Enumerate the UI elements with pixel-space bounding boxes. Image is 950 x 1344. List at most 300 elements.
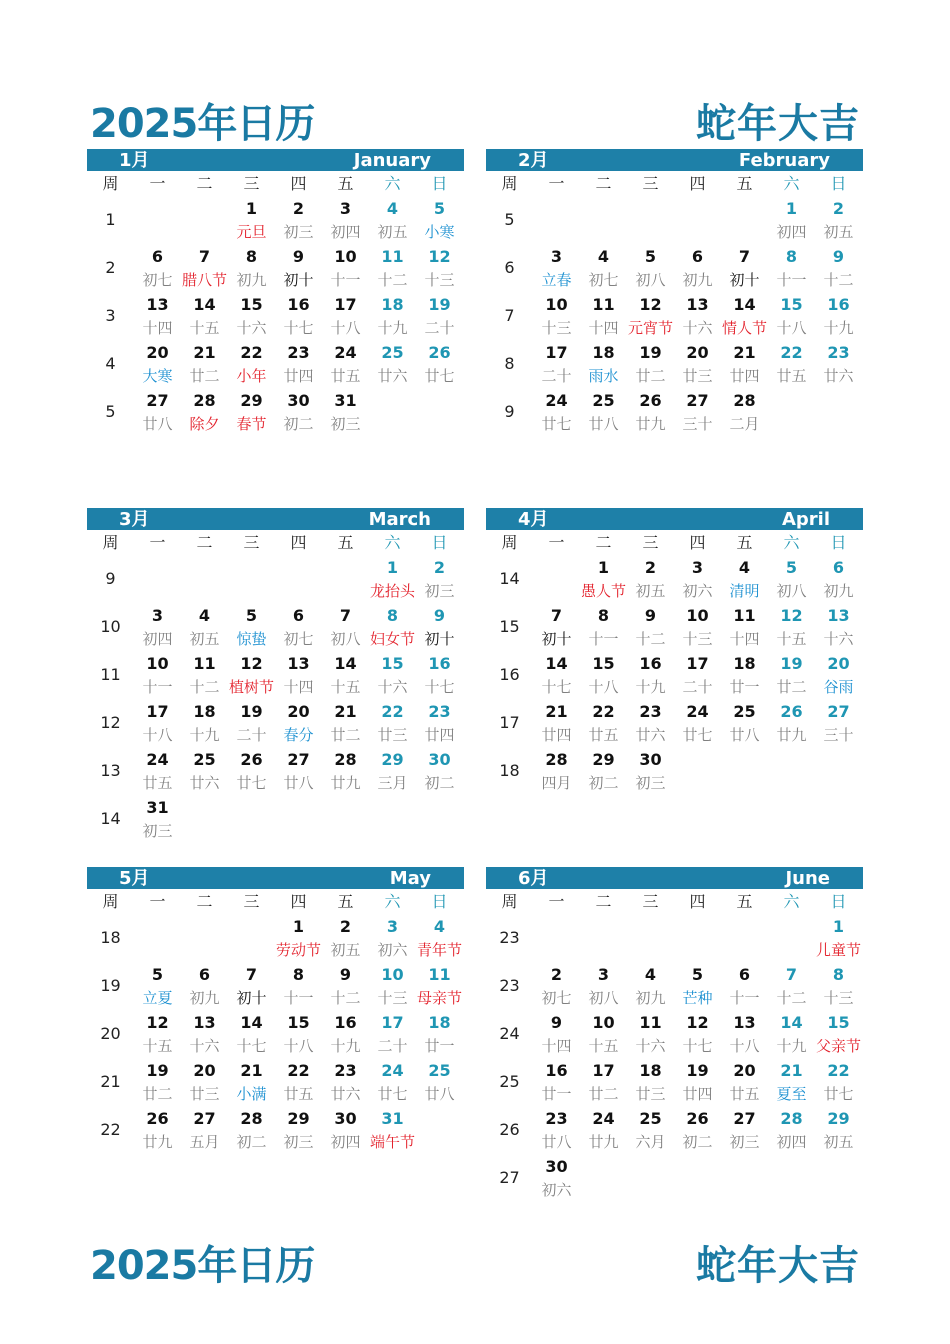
day-cell <box>228 1107 275 1155</box>
week-row <box>87 604 464 652</box>
week-number: 2 <box>105 258 116 277</box>
day-cell <box>275 389 322 437</box>
week-row <box>486 556 863 604</box>
lunar-label: 廿五 <box>283 1085 314 1103</box>
day-cell <box>768 700 815 748</box>
day-cell <box>768 556 815 604</box>
day-cell <box>322 245 369 293</box>
day-cell <box>134 1107 181 1155</box>
day-cell <box>416 1011 463 1059</box>
day-cell <box>134 389 181 437</box>
day-cell <box>322 1107 369 1155</box>
day-number: 28 <box>780 1109 803 1128</box>
day-cell <box>416 748 463 796</box>
day-number: 27 <box>146 391 169 410</box>
day-number: 13 <box>146 295 169 314</box>
day-cell <box>721 604 768 652</box>
day-cell <box>815 604 862 652</box>
day-number: 11 <box>193 654 216 673</box>
day-number: 4 <box>386 199 399 218</box>
day-cell <box>134 748 181 796</box>
day-cell <box>674 652 721 700</box>
day-number: 5 <box>433 199 446 218</box>
weekday-label: 六 <box>384 533 401 552</box>
weeks-grid <box>87 197 464 437</box>
day-cell <box>580 700 627 748</box>
month-name-en: May <box>389 868 431 889</box>
lunar-label: 十五 <box>330 678 361 696</box>
day-number: 12 <box>146 1013 169 1032</box>
lunar-label: 惊蛰 <box>236 630 267 648</box>
empty-day-cell <box>721 915 768 963</box>
day-cell <box>674 963 721 1011</box>
day-number: 1 <box>785 199 798 218</box>
week-row <box>87 796 464 844</box>
day-number: 26 <box>780 702 803 721</box>
lunar-label: 廿一 <box>424 1037 455 1055</box>
day-cell <box>369 915 416 963</box>
lunar-label: 廿八 <box>142 415 173 433</box>
empty-day-cell <box>416 389 463 437</box>
empty-day-cell <box>768 915 815 963</box>
day-number: 10 <box>146 654 169 673</box>
day-cell <box>322 197 369 245</box>
empty-day-cell <box>721 197 768 245</box>
day-number: 8 <box>597 606 610 625</box>
day-cell <box>533 293 580 341</box>
empty-day-cell <box>533 556 580 604</box>
day-number: 21 <box>545 702 568 721</box>
day-cell <box>134 604 181 652</box>
lunar-label: 立夏 <box>142 989 173 1007</box>
lunar-label: 初七 <box>588 271 619 289</box>
lunar-label: 廿九 <box>776 726 807 744</box>
day-number: 25 <box>592 391 615 410</box>
day-number: 14 <box>545 654 568 673</box>
day-number: 1 <box>597 558 610 577</box>
day-number: 12 <box>639 295 662 314</box>
week-row <box>486 293 863 341</box>
lunar-label: 十二 <box>330 989 361 1007</box>
lunar-label: 十九 <box>189 726 220 744</box>
lunar-label: 初四 <box>776 223 807 241</box>
lunar-label: 廿二 <box>330 726 361 744</box>
weekday-label: 五 <box>736 533 753 552</box>
week-number: 14 <box>100 809 121 828</box>
lunar-label: 初十 <box>729 271 760 289</box>
lunar-label: 芒种 <box>682 989 713 1007</box>
day-cell <box>768 652 815 700</box>
lunar-label: 小寒 <box>424 223 455 241</box>
lunar-label: 十七 <box>236 1037 267 1055</box>
lunar-label: 廿八 <box>541 1133 572 1151</box>
weekday-label: 四 <box>689 892 706 911</box>
day-cell <box>533 1107 580 1155</box>
day-cell <box>721 963 768 1011</box>
day-number: 14 <box>240 1013 263 1032</box>
week-row <box>486 1107 863 1155</box>
weekday-label: 六 <box>783 533 800 552</box>
weekday-label: 一 <box>149 533 166 552</box>
lunar-label: 春节 <box>236 415 267 433</box>
weekday-header <box>87 889 464 915</box>
day-cell <box>533 700 580 748</box>
day-cell <box>580 748 627 796</box>
lunar-label: 十六 <box>682 319 713 337</box>
lunar-label: 青年节 <box>416 941 462 959</box>
lunar-label: 廿九 <box>635 415 666 433</box>
day-number: 14 <box>733 295 756 314</box>
page-motto: 蛇年大吉 <box>696 101 860 147</box>
day-number: 16 <box>827 295 850 314</box>
weekday-label: 六 <box>783 174 800 193</box>
day-cell <box>627 245 674 293</box>
month-name-en: January <box>353 150 431 171</box>
weekday-label: 四 <box>689 533 706 552</box>
empty-day-cell <box>369 389 416 437</box>
day-number: 30 <box>639 750 662 769</box>
day-number: 17 <box>545 343 568 362</box>
day-cell <box>815 963 862 1011</box>
lunar-label: 十五 <box>189 319 220 337</box>
lunar-label: 廿七 <box>424 367 455 385</box>
lunar-label: 十九 <box>635 678 666 696</box>
day-number: 21 <box>780 1061 803 1080</box>
lunar-label: 十四 <box>142 319 173 337</box>
day-cell <box>416 293 463 341</box>
day-cell <box>228 652 275 700</box>
day-cell <box>674 1107 721 1155</box>
lunar-label: 初九 <box>823 582 854 600</box>
lunar-label: 十二 <box>189 678 220 696</box>
week-row <box>486 197 863 245</box>
lunar-label: 除夕 <box>189 415 220 433</box>
month-header <box>87 867 464 889</box>
day-number: 15 <box>780 295 803 314</box>
day-number: 13 <box>686 295 709 314</box>
day-cell <box>580 1107 627 1155</box>
week-row <box>486 1155 863 1203</box>
lunar-label: 初六 <box>541 1181 572 1199</box>
week-number: 25 <box>499 1072 520 1091</box>
week-number: 15 <box>499 617 520 636</box>
lunar-label: 初六 <box>682 582 713 600</box>
weeks-grid <box>486 197 863 437</box>
day-cell <box>181 245 228 293</box>
week-row <box>486 389 863 437</box>
day-cell <box>228 245 275 293</box>
weekday-label: 日 <box>830 174 847 193</box>
day-number: 23 <box>428 702 451 721</box>
lunar-label: 十四 <box>283 678 314 696</box>
day-cell <box>627 700 674 748</box>
day-number: 21 <box>334 702 357 721</box>
day-cell <box>815 1011 862 1059</box>
week-number: 27 <box>499 1168 520 1187</box>
weekday-week-label: 周 <box>501 174 518 193</box>
day-number: 30 <box>545 1157 568 1176</box>
day-number: 21 <box>733 343 756 362</box>
day-cell <box>416 963 463 1011</box>
empty-day-cell <box>580 1155 627 1203</box>
month-name-cn: 4月 <box>518 509 549 530</box>
day-cell <box>627 963 674 1011</box>
week-number: 5 <box>504 210 515 229</box>
day-number: 29 <box>381 750 404 769</box>
day-cell <box>627 1059 674 1107</box>
week-number: 8 <box>504 354 515 373</box>
empty-day-cell <box>416 1107 463 1155</box>
lunar-label: 初十 <box>236 989 267 1007</box>
week-number: 7 <box>504 306 515 325</box>
day-cell <box>721 389 768 437</box>
lunar-label: 二十 <box>236 726 267 744</box>
weekday-label: 一 <box>149 892 166 911</box>
empty-day-cell <box>228 915 275 963</box>
day-number: 16 <box>428 654 451 673</box>
week-row <box>486 652 863 700</box>
day-number: 7 <box>245 965 258 984</box>
day-cell <box>416 341 463 389</box>
week-row <box>87 341 464 389</box>
lunar-label: 廿四 <box>283 367 314 385</box>
week-row <box>87 748 464 796</box>
day-number: 14 <box>780 1013 803 1032</box>
day-number: 13 <box>733 1013 756 1032</box>
lunar-label: 初三 <box>283 1133 314 1151</box>
day-cell <box>228 341 275 389</box>
day-number: 26 <box>146 1109 169 1128</box>
day-number: 28 <box>545 750 568 769</box>
day-number: 19 <box>240 702 263 721</box>
day-number: 18 <box>733 654 756 673</box>
lunar-label: 廿八 <box>729 726 760 744</box>
day-cell <box>721 341 768 389</box>
weekday-week-label: 周 <box>501 533 518 552</box>
lunar-label: 父亲节 <box>815 1037 861 1055</box>
day-cell <box>768 341 815 389</box>
lunar-label: 十五 <box>776 630 807 648</box>
lunar-label: 母亲节 <box>416 989 462 1007</box>
day-cell <box>416 197 463 245</box>
week-row <box>87 197 464 245</box>
day-number: 20 <box>827 654 850 673</box>
day-cell <box>580 604 627 652</box>
empty-day-cell <box>580 915 627 963</box>
day-cell <box>815 197 862 245</box>
empty-day-cell <box>134 915 181 963</box>
day-number: 11 <box>733 606 756 625</box>
day-number: 7 <box>339 606 352 625</box>
week-number: 22 <box>100 1120 121 1139</box>
lunar-label: 初四 <box>330 223 361 241</box>
day-number: 5 <box>691 965 704 984</box>
footer-title: 2025年日历 <box>90 1243 315 1289</box>
weekday-label: 一 <box>548 174 565 193</box>
lunar-label: 端午节 <box>369 1133 415 1151</box>
lunar-label: 十九 <box>330 1037 361 1055</box>
day-cell <box>674 341 721 389</box>
day-cell <box>228 293 275 341</box>
day-cell <box>228 748 275 796</box>
day-cell <box>134 796 181 844</box>
day-number: 10 <box>381 965 404 984</box>
month-name-en: April <box>781 509 830 530</box>
weekday-label: 五 <box>337 174 354 193</box>
lunar-label: 廿六 <box>330 1085 361 1103</box>
day-number: 13 <box>193 1013 216 1032</box>
day-cell <box>627 604 674 652</box>
weekday-week-label: 周 <box>102 174 119 193</box>
day-number: 21 <box>240 1061 263 1080</box>
month-name-cn: 3月 <box>119 509 150 530</box>
day-cell <box>533 963 580 1011</box>
day-number: 18 <box>428 1013 451 1032</box>
lunar-label: 三月 <box>377 774 408 792</box>
day-cell <box>369 197 416 245</box>
empty-day-cell <box>627 1155 674 1203</box>
lunar-label: 愚人节 <box>580 582 626 600</box>
day-cell <box>721 293 768 341</box>
day-cell <box>369 700 416 748</box>
day-number: 20 <box>287 702 310 721</box>
lunar-label: 十八 <box>776 319 807 337</box>
day-number: 24 <box>545 391 568 410</box>
lunar-label: 元旦 <box>236 223 267 241</box>
lunar-label: 雨水 <box>588 367 619 385</box>
day-cell <box>181 341 228 389</box>
lunar-label: 初五 <box>823 1133 854 1151</box>
empty-day-cell <box>674 915 721 963</box>
day-cell <box>580 1011 627 1059</box>
day-number: 24 <box>686 702 709 721</box>
week-row <box>486 1059 863 1107</box>
day-cell <box>815 700 862 748</box>
day-cell <box>416 700 463 748</box>
day-cell <box>369 604 416 652</box>
day-cell <box>181 1011 228 1059</box>
day-cell <box>580 963 627 1011</box>
lunar-label: 初九 <box>682 271 713 289</box>
day-cell <box>275 604 322 652</box>
day-cell <box>322 652 369 700</box>
day-number: 11 <box>428 965 451 984</box>
day-cell <box>369 245 416 293</box>
week-row <box>87 963 464 1011</box>
day-cell <box>322 1011 369 1059</box>
lunar-label: 妇女节 <box>369 630 415 648</box>
empty-day-cell <box>580 197 627 245</box>
day-cell <box>627 341 674 389</box>
day-cell <box>533 245 580 293</box>
empty-day-cell <box>533 197 580 245</box>
weekday-label: 日 <box>431 533 448 552</box>
day-cell <box>134 293 181 341</box>
lunar-label: 初三 <box>424 582 455 600</box>
day-number: 16 <box>334 1013 357 1032</box>
weekday-label: 二 <box>196 533 213 552</box>
week-number: 6 <box>504 258 515 277</box>
day-number: 19 <box>428 295 451 314</box>
lunar-label: 初八 <box>635 271 666 289</box>
week-row <box>486 748 863 796</box>
day-number: 18 <box>592 343 615 362</box>
week-number: 11 <box>100 665 121 684</box>
day-cell <box>815 915 862 963</box>
lunar-label: 立春 <box>541 271 572 289</box>
day-number: 7 <box>198 247 211 266</box>
weekday-label: 六 <box>783 892 800 911</box>
day-number: 3 <box>339 199 352 218</box>
lunar-label: 十四 <box>541 1037 572 1055</box>
weekday-label: 日 <box>830 533 847 552</box>
lunar-label: 廿四 <box>541 726 572 744</box>
weekday-label: 五 <box>736 174 753 193</box>
lunar-label: 初七 <box>142 271 173 289</box>
lunar-label: 十七 <box>682 1037 713 1055</box>
day-number: 27 <box>287 750 310 769</box>
lunar-label: 廿六 <box>377 367 408 385</box>
day-number: 9 <box>644 606 657 625</box>
lunar-label: 廿四 <box>682 1085 713 1103</box>
day-number: 11 <box>381 247 404 266</box>
month-header <box>486 149 863 171</box>
month-january <box>87 149 464 437</box>
day-cell <box>275 1059 322 1107</box>
lunar-label: 十六 <box>236 319 267 337</box>
day-cell <box>275 748 322 796</box>
day-number: 1 <box>292 917 305 936</box>
day-number: 10 <box>545 295 568 314</box>
empty-day-cell <box>815 1155 862 1203</box>
lunar-label: 春分 <box>283 726 314 744</box>
page-title: 2025年日历 <box>90 101 315 147</box>
lunar-label: 初五 <box>189 630 220 648</box>
day-number: 21 <box>193 343 216 362</box>
week-number: 9 <box>105 569 116 588</box>
weekday-label: 三 <box>642 533 659 552</box>
day-number: 24 <box>381 1061 404 1080</box>
empty-day-cell <box>815 389 862 437</box>
day-number: 3 <box>691 558 704 577</box>
lunar-label: 大寒 <box>142 367 173 385</box>
week-row <box>486 915 863 963</box>
lunar-label: 廿七 <box>823 1085 854 1103</box>
day-number: 17 <box>381 1013 404 1032</box>
lunar-label: 初八 <box>588 989 619 1007</box>
day-number: 1 <box>245 199 258 218</box>
weekday-label: 日 <box>431 892 448 911</box>
day-number: 24 <box>592 1109 615 1128</box>
month-header <box>87 149 464 171</box>
day-cell <box>228 963 275 1011</box>
month-name-en: February <box>738 150 830 171</box>
empty-day-cell <box>768 748 815 796</box>
lunar-label: 廿七 <box>236 774 267 792</box>
day-number: 20 <box>193 1061 216 1080</box>
lunar-label: 儿童节 <box>815 941 861 959</box>
day-cell <box>181 963 228 1011</box>
day-cell <box>134 963 181 1011</box>
lunar-label: 初六 <box>377 941 408 959</box>
week-number: 5 <box>105 402 116 421</box>
weekday-label: 三 <box>243 174 260 193</box>
day-cell <box>721 1011 768 1059</box>
lunar-label: 廿三 <box>377 726 408 744</box>
day-number: 3 <box>151 606 164 625</box>
empty-day-cell <box>322 796 369 844</box>
lunar-label: 二月 <box>729 415 760 433</box>
